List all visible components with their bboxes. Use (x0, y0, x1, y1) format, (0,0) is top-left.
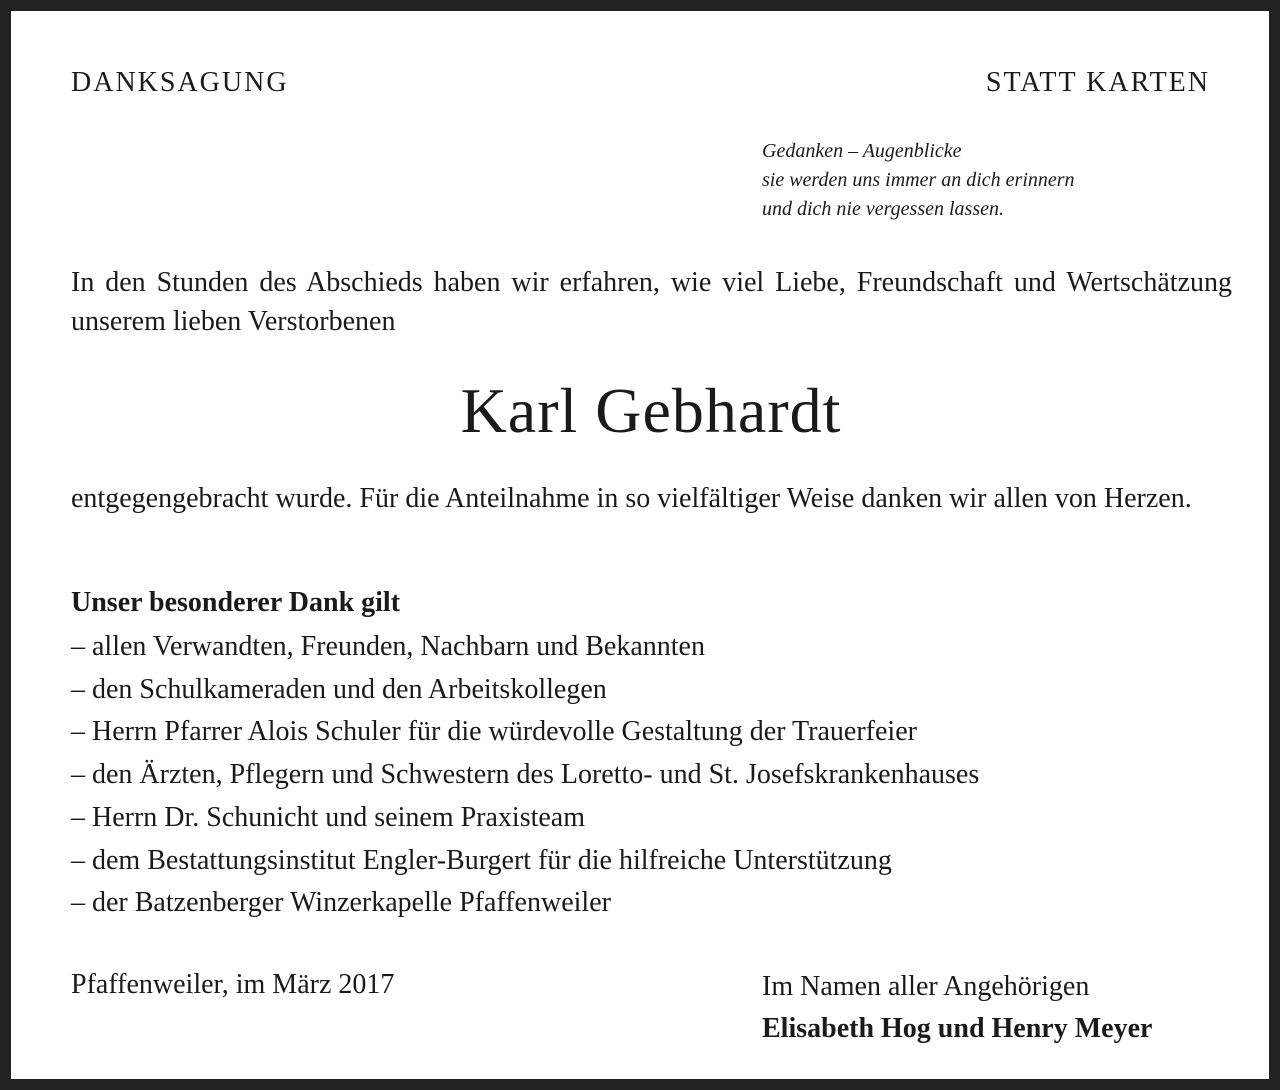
header-title-left: DANKSAGUNG (71, 67, 289, 98)
header-title-right: STATT KARTEN (985, 67, 1210, 98)
signature-names: Elisabeth Hog und Henry Meyer (762, 1013, 1153, 1044)
deceased-name: Karl Gebhardt (460, 375, 842, 446)
thanks-list-item: – der Batzenberger Winzerkapelle Pfaffenweiler (71, 887, 611, 919)
quote-line: Gedanken – Augenblicke (762, 140, 962, 162)
thanks-list-item: – Herrn Dr. Schunicht und seinem Praxisteam (71, 801, 586, 833)
thanks-list-item: – allen Verwandten, Freunden, Nachbarn und Bekannten (71, 631, 705, 662)
thanks-list-item: – Herrn Pfarrer Alois Schuler für die würdevolle Gestaltung der Trauerfeier (71, 716, 917, 748)
signature-intro: Im Namen aller Angehörigen (762, 971, 1090, 1002)
thanks-list (71, 626, 979, 925)
place-date: Pfaffenweiler, im März 2017 (71, 969, 395, 1000)
thanks-list-item: – den Schulkameraden und den Arbeitskollegen (71, 673, 607, 705)
quote-line: sie werden uns immer an dich erinnern (762, 169, 1075, 191)
thanks-heading: Unser besonderer Dank gilt (71, 587, 401, 618)
signature-block (762, 966, 1152, 1050)
thanks-list-item: – den Ärzten, Pflegern und Schwestern des Loretto- und St. Josefskrankenhauses (71, 759, 980, 791)
intro-paragraph: In den Stunden des Abschieds haben wir erfahren, wie viel Liebe, Freundschaft und Wertschätzung unserem lieben Verstorbenen (71, 267, 1232, 337)
continuation-paragraph: entgegengebracht wurde. Für die Anteilnahme in so vielfältiger Weise danken wir allen von Herzen. (71, 483, 1192, 514)
quote-line: und dich nie vergessen lassen. (762, 198, 1004, 220)
thanks-list-item: – dem Bestattungsinstitut Engler-Burgert für die hilfreiche Unterstützung (71, 844, 892, 876)
memorial-quote (762, 137, 1075, 224)
